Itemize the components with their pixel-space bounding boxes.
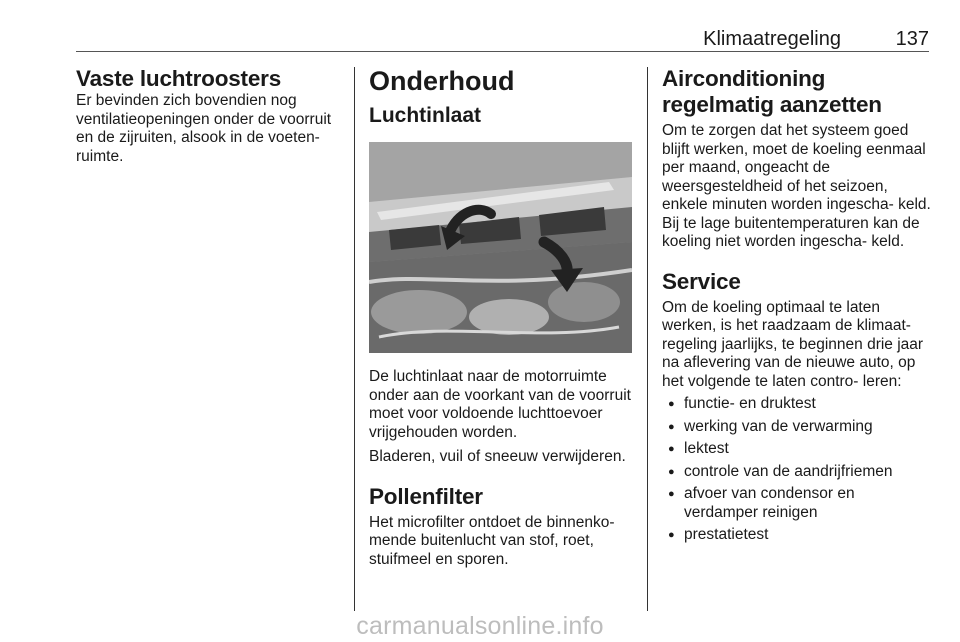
heading-airconditioning: Airconditioning regelmatig aanzetten <box>662 66 882 117</box>
service-checklist <box>662 395 932 545</box>
list-item: ● lektest <box>662 440 932 459</box>
heading-pollenfilter: Pollenfilter <box>369 483 483 509</box>
column-3 <box>662 66 932 549</box>
list-item: ● werking van de verwarming <box>662 418 932 437</box>
list-item: ● controle van de aandrijfriemen <box>662 463 932 482</box>
watermark: carmanualsonline.info <box>356 612 604 640</box>
list-item: ● functie- en druktest <box>662 395 932 414</box>
subheading-luchtinlaat: Luchtinlaat <box>369 104 482 127</box>
paragraph-service: Om de koeling optimaal te laten werken, is het raadzaam de klimaat- regeling jaarlijks, te beginnen drie jaar na aflevering van de nieuwe auto, op het volgende te laten contro- leren: <box>662 298 924 390</box>
heading-vaste-luchtroosters: Vaste luchtroosters <box>76 66 282 91</box>
heading-onderhoud: Onderhoud <box>369 66 515 96</box>
header-rule <box>76 51 929 52</box>
paragraph-luchtroosters: Er bevinden zich bovendien nog ventilatieopeningen onder de voorruit en de zijruiten, alsook in de voeten- ruimte. <box>76 92 332 165</box>
list-item: ● afvoer van condensor en verdamper reinigen <box>662 485 932 522</box>
photo-caption: De luchtinlaat naar de motorruimte onder aan de voorkant van de voorruit moet voor voldoende luchttoevoer vrijgehouden worden. <box>369 368 631 441</box>
heading-service: Service <box>662 268 741 294</box>
section-title: Klimaatregeling <box>703 28 841 50</box>
page-header <box>76 26 929 48</box>
paragraph-airconditioning: Om te zorgen dat het systeem goed blijft werken, moet de koeling eenmaal per maand, ongeacht de weersgesteldheid of het seizoen, enkele minuten worden ingescha- keld. Bij te lage buitentemperaturen kan de koeling niet worden ingescha- keld. <box>662 122 931 250</box>
paragraph-pollenfilter: Het microfilter ontdoet de binnenko- mende buitenlucht van stof, roet, stuifmeel en sporen. <box>369 513 615 568</box>
air-inlet-photo <box>369 142 632 353</box>
paragraph-bladeren: Bladeren, vuil of sneeuw verwijderen. <box>369 448 626 465</box>
list-item: ● prestatietest <box>662 526 932 545</box>
page-number: 137 <box>895 28 929 50</box>
column-divider-2 <box>647 67 648 611</box>
column-2 <box>369 66 634 569</box>
column-1 <box>76 66 344 166</box>
column-divider-1 <box>354 67 355 611</box>
